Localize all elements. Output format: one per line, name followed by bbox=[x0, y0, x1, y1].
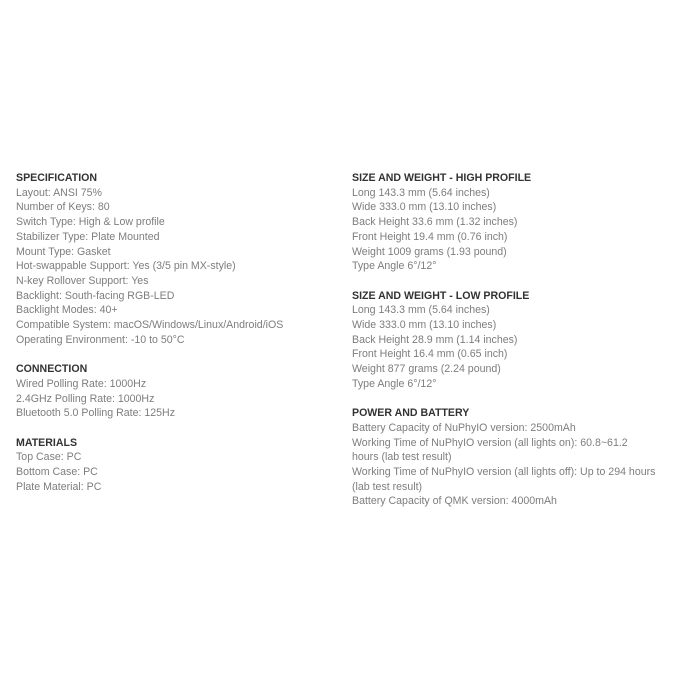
connection-section bbox=[16, 362, 331, 421]
spec-line: Layout: ANSI 75% bbox=[16, 186, 102, 199]
spec-line: Weight 1009 grams (1.93 pound) bbox=[352, 245, 507, 258]
spec-line: Mount Type: Gasket bbox=[16, 245, 111, 258]
spec-line: Wide 333.0 mm (13.10 inches) bbox=[352, 319, 497, 332]
spec-line: Working Time of NuPhyIO version (all lights off): Up to 294 hours (lab test result) bbox=[352, 466, 656, 493]
spec-line: Switch Type: High & Low profile bbox=[16, 216, 165, 229]
section-title: MATERIALS bbox=[16, 436, 78, 449]
spec-line: Type Angle 6°/12° bbox=[352, 377, 437, 390]
section-title: SPECIFICATION bbox=[16, 172, 98, 184]
high-profile-section bbox=[352, 171, 657, 274]
spec-line: Long 143.3 mm (5.64 inches) bbox=[352, 304, 490, 317]
section-title: POWER AND BATTERY bbox=[352, 407, 470, 420]
spec-line: N-key Rollover Support: Yes bbox=[16, 274, 149, 287]
spec-line: Backlight: South-facing RGB-LED bbox=[16, 289, 175, 302]
spec-line: Operating Environment: -10 to 50°C bbox=[16, 333, 185, 346]
spec-line: Hot-swappable Support: Yes (3/5 pin MX-style) bbox=[16, 260, 236, 273]
left-column bbox=[16, 171, 331, 509]
spec-line: Type Angle 6°/12° bbox=[352, 260, 437, 273]
low-profile-section bbox=[352, 289, 657, 392]
spec-line: Working Time of NuPhyIO version (all lights on): 60.8~61.2 hours (lab test result) bbox=[352, 436, 628, 464]
spec-line: Battery Capacity of QMK version: 4000mAh bbox=[352, 495, 557, 508]
section-title: CONNECTION bbox=[16, 363, 88, 376]
materials-section bbox=[16, 436, 331, 495]
spec-line: Bluetooth 5.0 Polling Rate: 125Hz bbox=[16, 407, 176, 420]
spec-line: Stabilizer Type: Plate Mounted bbox=[16, 230, 160, 243]
spec-line: Bottom Case: PC bbox=[16, 466, 98, 479]
spec-line: Back Height 28.9 mm (1.14 inches) bbox=[352, 333, 518, 346]
spec-line: Backlight Modes: 40+ bbox=[16, 304, 118, 317]
power-battery-section bbox=[352, 406, 657, 509]
spec-line: Wide 333.0 mm (13.10 inches) bbox=[352, 201, 497, 214]
spec-line: Weight 877 grams (2.24 pound) bbox=[352, 363, 501, 376]
spec-line: Top Case: PC bbox=[16, 451, 82, 464]
section-title: SIZE AND WEIGHT - LOW PROFILE bbox=[352, 289, 530, 302]
spec-line: Battery Capacity of NuPhyIO version: 2500mAh bbox=[352, 421, 576, 434]
spec-line: Long 143.3 mm (5.64 inches) bbox=[352, 186, 490, 199]
spec-line: Compatible System: macOS/Windows/Linux/Android/iOS bbox=[16, 319, 284, 332]
spec-line: Back Height 33.6 mm (1.32 inches) bbox=[352, 216, 518, 229]
section-title: SIZE AND WEIGHT - HIGH PROFILE bbox=[352, 172, 532, 184]
spec-line: Wired Polling Rate: 1000Hz bbox=[16, 377, 147, 390]
spec-line: Front Height 19.4 mm (0.76 inch) bbox=[352, 230, 508, 243]
right-column bbox=[352, 171, 657, 524]
spec-line: Plate Material: PC bbox=[16, 480, 102, 493]
spec-line: Front Height 16.4 mm (0.65 inch) bbox=[352, 348, 508, 361]
spec-line: Number of Keys: 80 bbox=[16, 201, 110, 214]
specification-section bbox=[16, 171, 331, 347]
spec-line: 2.4GHz Polling Rate: 1000Hz bbox=[16, 392, 155, 405]
